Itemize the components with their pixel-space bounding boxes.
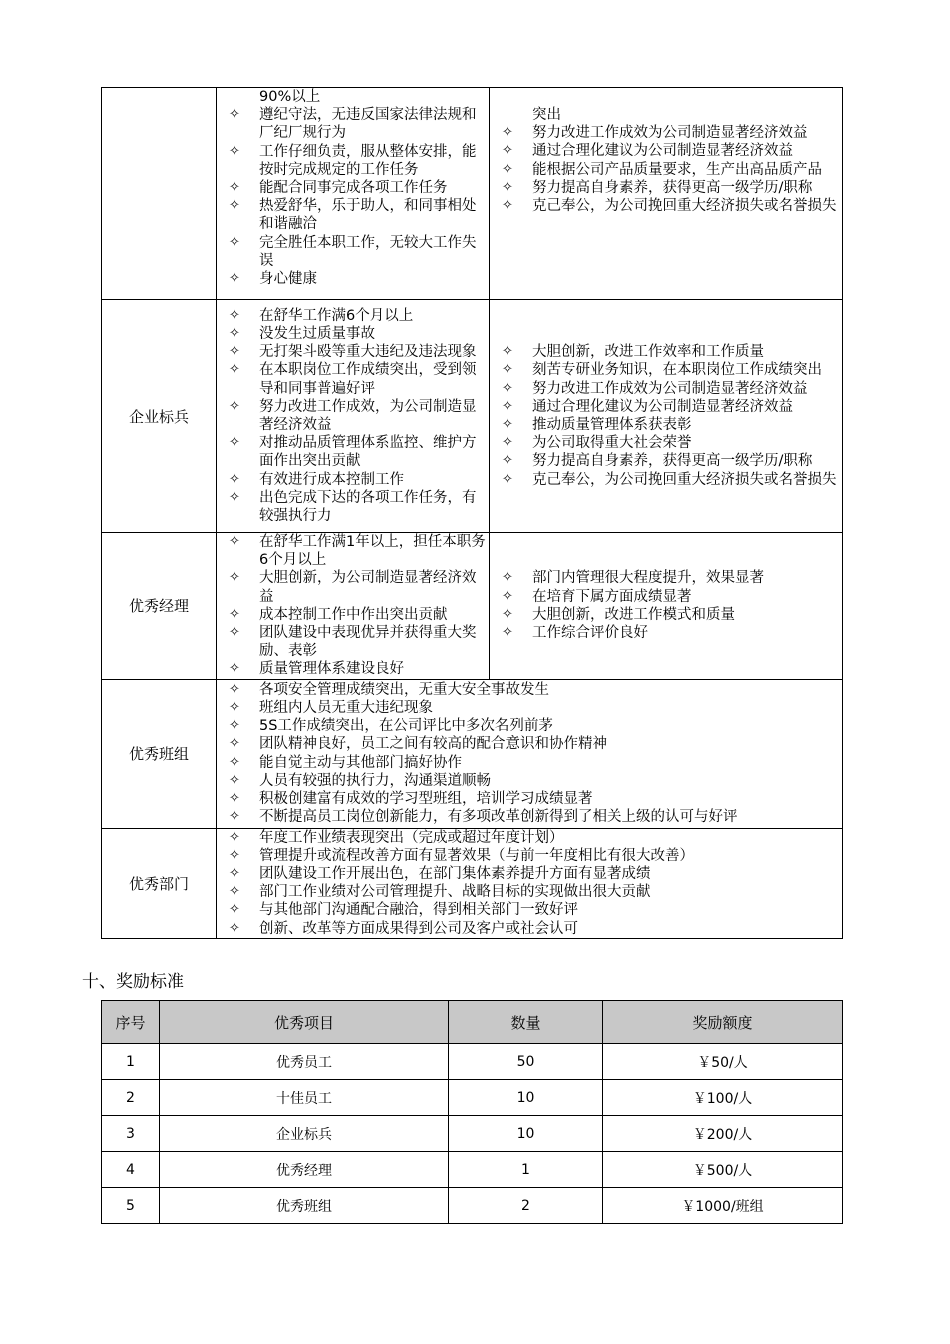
- criteria-row: [102, 300, 843, 533]
- diamond-bullet-icon: ✧: [229, 180, 240, 196]
- criteria-item: [221, 489, 489, 525]
- criteria-item: [221, 699, 842, 717]
- criteria-text: 在舒华工作满6个月以上: [259, 307, 414, 324]
- criteria-item: [221, 106, 489, 142]
- criteria-text: 通过合理化建议为公司制造显著经济效益: [532, 143, 793, 160]
- diamond-bullet-icon: ✧: [502, 588, 513, 604]
- cell-index: 1: [102, 1044, 160, 1080]
- criteria-text: 刻苦专研业务知识，在本职岗位工作成绩突出: [532, 362, 822, 379]
- criteria-item: [494, 380, 842, 398]
- criteria-item: [221, 624, 489, 660]
- criteria-item: [221, 790, 842, 808]
- criteria-text: 大胆创新，改进工作模式和质量: [532, 606, 735, 623]
- criteria-cell-right: [490, 88, 843, 300]
- criteria-list: [217, 829, 842, 938]
- criteria-item: [221, 343, 489, 361]
- cell-item: 优秀经理: [160, 1152, 449, 1188]
- criteria-item: [221, 847, 842, 865]
- cell-index: 2: [102, 1080, 160, 1116]
- diamond-bullet-icon: ✧: [229, 271, 240, 287]
- criteria-category: [102, 88, 217, 300]
- criteria-text: 积极创建富有成效的学习型班组，培训学习成绩显著: [259, 791, 593, 808]
- cell-amount: ￥500/人: [603, 1152, 843, 1188]
- diamond-bullet-icon: ✧: [229, 489, 240, 505]
- diamond-bullet-icon: ✧: [502, 471, 513, 487]
- table-row: [102, 1044, 843, 1080]
- criteria-category: 优秀经理: [102, 533, 217, 680]
- criteria-item: [221, 717, 842, 735]
- criteria-item: [494, 569, 842, 587]
- criteria-text: 工作仔细负责，服从整体安排，能按时完成规定的工作任务: [259, 143, 477, 178]
- criteria-item: [494, 197, 842, 215]
- header-index: 序号: [102, 1001, 160, 1044]
- cell-item: 十佳员工: [160, 1080, 449, 1116]
- criteria-list: [217, 88, 489, 288]
- criteria-list: [490, 569, 842, 642]
- criteria-item: [494, 142, 842, 160]
- criteria-text: 通过合理化建议为公司制造显著经济效益: [532, 398, 793, 415]
- criteria-text: 人员有较强的执行力，沟通渠道顺畅: [259, 772, 491, 789]
- diamond-bullet-icon: ✧: [229, 198, 240, 214]
- criteria-item: [494, 606, 842, 624]
- diamond-bullet-icon: ✧: [502, 435, 513, 451]
- criteria-row: [102, 679, 843, 828]
- criteria-text: 与其他部门沟通配合融洽，得到相关部门一致好评: [259, 902, 578, 919]
- diamond-bullet-icon: ✧: [229, 829, 240, 845]
- criteria-item: [494, 471, 842, 489]
- criteria-cell-right: [490, 533, 843, 680]
- diamond-bullet-icon: ✧: [502, 625, 513, 641]
- criteria-text: 5S工作成绩突出，在公司评比中多次名列前茅: [259, 718, 553, 735]
- diamond-bullet-icon: ✧: [502, 398, 513, 414]
- criteria-item: [494, 398, 842, 416]
- criteria-row: [102, 828, 843, 938]
- criteria-category: 优秀部门: [102, 828, 217, 938]
- criteria-item: [221, 606, 489, 624]
- criteria-text: 各项安全管理成绩突出，无重大安全事故发生: [259, 681, 549, 698]
- diamond-bullet-icon: ✧: [502, 161, 513, 177]
- criteria-item: [221, 398, 489, 434]
- criteria-item: [494, 179, 842, 197]
- diamond-bullet-icon: ✧: [229, 471, 240, 487]
- criteria-text: 在本职岗位工作成绩突出，受到领导和同事普遍好评: [259, 362, 477, 397]
- criteria-item: [494, 588, 842, 606]
- criteria-item: [221, 660, 489, 678]
- criteria-text: 努力提高自身素养，获得更高一级学历/职称: [532, 179, 813, 196]
- criteria-text: 年度工作业绩表现突出（完成或超过年度计划）: [259, 829, 564, 846]
- cell-count: 50: [449, 1044, 603, 1080]
- criteria-item: [221, 754, 842, 772]
- table-row: [102, 1188, 843, 1224]
- cell-count: 10: [449, 1116, 603, 1152]
- criteria-cell-left: [217, 300, 490, 533]
- cell-count: 1: [449, 1152, 603, 1188]
- diamond-bullet-icon: ✧: [229, 570, 240, 586]
- criteria-item: [221, 143, 489, 179]
- diamond-bullet-icon: ✧: [229, 107, 240, 123]
- diamond-bullet-icon: ✧: [502, 570, 513, 586]
- criteria-text: 推动质量管理体系获表彰: [532, 417, 692, 433]
- reward-table: [101, 1000, 843, 1224]
- criteria-text: 质量管理体系建设良好: [259, 661, 404, 678]
- criteria-item: [221, 197, 489, 233]
- criteria-item: [221, 533, 489, 569]
- criteria-text: 在舒华工作满1年以上，担任本职务6个月以上: [259, 534, 486, 569]
- cell-count: 10: [449, 1080, 603, 1116]
- criteria-cell-right: [490, 300, 843, 533]
- criteria-item: [221, 434, 489, 470]
- diamond-bullet-icon: ✧: [229, 234, 240, 250]
- criteria-cell-left: [217, 88, 490, 300]
- criteria-item: [221, 681, 842, 699]
- diamond-bullet-icon: ✧: [229, 398, 240, 414]
- criteria-text: 大胆创新，改进工作效率和工作质量: [532, 344, 764, 361]
- criteria-table: [101, 87, 843, 939]
- criteria-item: [221, 325, 489, 343]
- diamond-bullet-icon: ✧: [229, 772, 240, 788]
- diamond-bullet-icon: ✧: [502, 179, 513, 195]
- cell-item: 企业标兵: [160, 1116, 449, 1152]
- criteria-item: [221, 179, 489, 197]
- criteria-text: 出色完成下达的各项工作任务，有较强执行力: [259, 489, 477, 525]
- diamond-bullet-icon: ✧: [502, 453, 513, 469]
- diamond-bullet-icon: ✧: [229, 435, 240, 451]
- diamond-bullet-icon: ✧: [229, 661, 240, 677]
- criteria-text: 努力提高自身素养，获得更高一级学历/职称: [532, 453, 813, 470]
- criteria-item: [494, 434, 842, 452]
- criteria-text: 热爱舒华，乐于助人，和同事相处和谐融洽: [259, 198, 477, 233]
- criteria-text: 创新、改革等方面成果得到公司及客户或社会认可: [259, 920, 578, 937]
- criteria-item: [494, 452, 842, 470]
- criteria-text: 团队建设工作开展出色，在部门集体素养提升方面有显著成绩: [259, 866, 651, 883]
- table-row: [102, 1116, 843, 1152]
- diamond-bullet-icon: ✧: [502, 417, 513, 432]
- criteria-text: 在培育下属方面成绩显著: [532, 588, 692, 605]
- diamond-bullet-icon: ✧: [502, 362, 513, 378]
- criteria-item: [221, 361, 489, 397]
- criteria-cell: [217, 828, 843, 938]
- criteria-text: 工作综合评价良好: [532, 625, 648, 642]
- criteria-category: 企业标兵: [102, 300, 217, 533]
- criteria-text: 没发生过质量事故: [259, 325, 375, 342]
- diamond-bullet-icon: ✧: [229, 700, 240, 716]
- cell-amount: ￥1000/班组: [603, 1188, 843, 1224]
- cell-index: 5: [102, 1188, 160, 1224]
- criteria-item: [494, 361, 842, 379]
- criteria-item: [221, 808, 842, 826]
- criteria-list: [490, 343, 842, 489]
- criteria-text: 完全胜任本职工作，无较大工作失误: [259, 234, 477, 269]
- diamond-bullet-icon: ✧: [229, 344, 240, 360]
- cell-index: 4: [102, 1152, 160, 1188]
- criteria-text: 管理提升或流程改善方面有显著效果（与前一年度相比有很大改善）: [259, 847, 694, 864]
- criteria-text: 部门内管理很大程度提升，效果显著: [532, 570, 764, 587]
- criteria-category: 优秀班组: [102, 679, 217, 828]
- criteria-item: [221, 920, 842, 938]
- criteria-item: [494, 416, 842, 434]
- criteria-text: 团队精神良好，员工之间有较高的配合意识和协作精神: [259, 736, 607, 753]
- cell-item: 优秀员工: [160, 1044, 449, 1080]
- diamond-bullet-icon: ✧: [502, 198, 513, 214]
- criteria-text: 努力改进工作成效为公司制造显著经济效益: [532, 125, 808, 142]
- criteria-row: [102, 88, 843, 300]
- criteria-text: 突出: [532, 107, 561, 123]
- criteria-text: 团队建设中表现优异并获得重大奖励、表彰: [259, 625, 477, 660]
- criteria-item: [494, 161, 842, 179]
- cell-amount: ￥50/人: [603, 1044, 843, 1080]
- criteria-item: [221, 829, 842, 847]
- header-item: 优秀项目: [160, 1001, 449, 1044]
- diamond-bullet-icon: ✧: [229, 736, 240, 752]
- criteria-text: 克己奉公，为公司挽回重大经济损失或名誉损失: [532, 471, 837, 488]
- criteria-item: [494, 343, 842, 361]
- criteria-text: 遵纪守法，无违反国家法律法规和厂纪厂规行为: [259, 107, 477, 142]
- criteria-list: [217, 533, 489, 679]
- criteria-item: [221, 772, 842, 790]
- criteria-list: [217, 307, 489, 525]
- cell-item: 优秀班组: [160, 1188, 449, 1224]
- diamond-bullet-icon: ✧: [229, 143, 240, 159]
- diamond-bullet-icon: ✧: [229, 884, 240, 900]
- criteria-cell-left: [217, 533, 490, 680]
- diamond-bullet-icon: ✧: [229, 325, 240, 341]
- criteria-item: [221, 471, 489, 489]
- criteria-list: [217, 681, 842, 827]
- cell-count: 2: [449, 1188, 603, 1224]
- diamond-bullet-icon: ✧: [229, 362, 240, 378]
- criteria-text: 为公司取得重大社会荣誉: [532, 435, 692, 452]
- diamond-bullet-icon: ✧: [229, 920, 240, 936]
- diamond-bullet-icon: ✧: [229, 809, 240, 825]
- criteria-text: 无打架斗殴等重大违纪及违法现象: [259, 344, 477, 361]
- criteria-item: [221, 569, 489, 605]
- criteria-text: 对推动品质管理体系监控、维护方面作出突出贡献: [259, 435, 477, 470]
- criteria-item: [221, 234, 489, 270]
- criteria-cell: [217, 679, 843, 828]
- criteria-item: [221, 901, 842, 919]
- criteria-text: 班组内人员无重大违纪现象: [259, 700, 433, 717]
- diamond-bullet-icon: ✧: [229, 625, 240, 641]
- criteria-text: 努力改进工作成效为公司制造显著经济效益: [532, 380, 808, 397]
- diamond-bullet-icon: ✧: [229, 606, 240, 622]
- diamond-bullet-icon: ✧: [502, 143, 513, 159]
- criteria-list: [490, 88, 842, 215]
- criteria-text: 能自觉主动与其他部门搞好协作: [259, 754, 462, 771]
- section-title: 十、奖励标准: [82, 972, 184, 992]
- criteria-text: 成本控制工作中作出突出贡献: [259, 606, 448, 623]
- diamond-bullet-icon: ✧: [229, 847, 240, 863]
- diamond-bullet-icon: ✧: [229, 718, 240, 734]
- criteria-text: 部门工作业绩对公司管理提升、战略目标的实现做出很大贡献: [259, 884, 651, 901]
- criteria-item: [494, 106, 842, 124]
- criteria-text: 有效进行成本控制工作: [259, 471, 404, 488]
- reward-header-row: [102, 1001, 843, 1044]
- diamond-bullet-icon: ✧: [502, 380, 513, 396]
- criteria-text: 能根据公司产品质量要求，生产出高品质产品: [532, 161, 822, 178]
- criteria-text: 能配合同事完成各项工作任务: [259, 180, 448, 197]
- diamond-bullet-icon: ✧: [229, 754, 240, 770]
- cell-index: 3: [102, 1116, 160, 1152]
- criteria-text: 身心健康: [259, 271, 317, 288]
- criteria-item: [494, 124, 842, 142]
- criteria-item: [221, 88, 489, 106]
- criteria-item: [221, 735, 842, 753]
- diamond-bullet-icon: ✧: [229, 866, 240, 882]
- criteria-text: 90%以上: [259, 89, 321, 105]
- criteria-item: [494, 624, 842, 642]
- table-row: [102, 1080, 843, 1116]
- diamond-bullet-icon: ✧: [502, 344, 513, 360]
- criteria-item: [221, 307, 489, 325]
- criteria-text: 不断提高员工岗位创新能力，有多项改革创新得到了相关上级的认可与好评: [259, 809, 738, 826]
- diamond-bullet-icon: ✧: [229, 534, 240, 549]
- criteria-item: [221, 865, 842, 883]
- diamond-bullet-icon: ✧: [229, 681, 240, 697]
- criteria-row: [102, 533, 843, 680]
- diamond-bullet-icon: ✧: [502, 125, 513, 141]
- diamond-bullet-icon: ✧: [502, 606, 513, 622]
- header-amount: 奖励额度: [603, 1001, 843, 1044]
- diamond-bullet-icon: ✧: [229, 307, 240, 323]
- criteria-text: 大胆创新，为公司制造显著经济效益: [259, 570, 477, 605]
- cell-amount: ￥100/人: [603, 1080, 843, 1116]
- criteria-item: [221, 270, 489, 288]
- cell-amount: ￥200/人: [603, 1116, 843, 1152]
- criteria-item: [221, 883, 842, 901]
- table-row: [102, 1152, 843, 1188]
- header-count: 数量: [449, 1001, 603, 1044]
- criteria-text: 努力改进工作成效，为公司制造显著经济效益: [259, 398, 477, 433]
- diamond-bullet-icon: ✧: [229, 791, 240, 807]
- criteria-text: 克己奉公，为公司挽回重大经济损失或名誉损失: [532, 198, 837, 215]
- diamond-bullet-icon: ✧: [229, 902, 240, 918]
